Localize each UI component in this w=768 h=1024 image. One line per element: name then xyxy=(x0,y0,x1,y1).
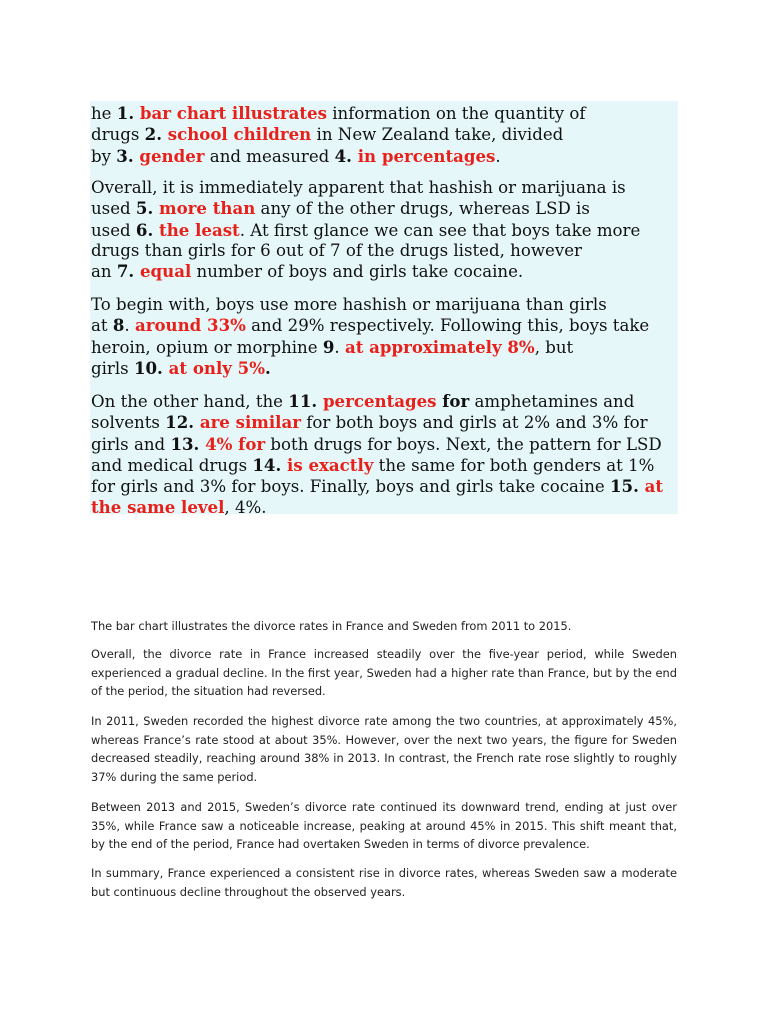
answer-number: 10. xyxy=(133,357,169,378)
text-segment: and 29% respectively. Following this, boys take xyxy=(245,316,650,336)
answer-number: 12. xyxy=(165,412,200,433)
text-segment: for girls and 3% for boys. Finally, boys and girls take cocaine xyxy=(91,477,610,497)
essay-overview: Overall, the divorce rate in France increased steadily over the five-year period, while Sweden experienced a gradual decline. In the first year, Sweden had a higher rate than France, but by the end of the period, the situation had reversed. xyxy=(91,647,677,699)
text-segment: solvents xyxy=(91,413,166,433)
text-segment: both drugs for boys. Next, the pattern for LSD xyxy=(265,434,662,454)
text-segment: girls and xyxy=(91,434,171,454)
answer-number: 3. xyxy=(116,145,140,166)
answer-highlight: bar chart illustrates xyxy=(139,103,327,123)
answer-number: 13. xyxy=(170,433,206,454)
answer-number: 11. xyxy=(288,391,323,411)
answer-highlight: at xyxy=(644,476,664,497)
essay-body-1: In 2011, Sweden recorded the highest divorce rate among the two countries, at approximately 45%, whereas France’s rate stood at about 35%. However, over the next two years, the figure for Sweden decreased steadily, reaching around 38% in 2013. In contrast, the French rate rose slightly to roughly 37% during the same period. xyxy=(91,714,677,784)
text-segment: , 4%. xyxy=(224,498,267,518)
answer-number: 1. xyxy=(116,103,140,123)
text-segment: girls xyxy=(91,358,134,378)
answer-number: 5. xyxy=(135,198,160,219)
answer-highlight: the least xyxy=(159,219,240,240)
text-segment: and medical drugs xyxy=(91,455,253,475)
answer-paragraph-4 xyxy=(91,391,691,519)
text-segment: the same for both genders at 1% xyxy=(373,455,655,475)
text-segment: On the other hand, the xyxy=(91,392,289,411)
answer-highlight: more than xyxy=(159,198,256,219)
text-segment: , but xyxy=(534,337,574,357)
answer-highlight: the same level xyxy=(91,497,225,518)
answer-highlight: gender xyxy=(139,145,205,166)
answer-number: for xyxy=(436,391,470,411)
text-segment: amphetamines and xyxy=(469,392,635,411)
text-segment: and measured xyxy=(204,146,335,166)
text-segment: heroin, opium or morphine xyxy=(91,337,323,357)
text-segment: by xyxy=(91,146,117,166)
answer-number: 2. xyxy=(144,124,168,145)
text-segment: he xyxy=(91,104,117,123)
text-segment: . xyxy=(124,316,135,336)
essay-intro: The bar chart illustrates the divorce rates in France and Sweden from 2011 to 2015. xyxy=(91,619,572,633)
answer-number: 14. xyxy=(252,454,288,475)
answer-paragraph-1 xyxy=(91,103,691,167)
text-segment: . xyxy=(334,337,345,357)
answer-highlight: equal xyxy=(139,261,192,282)
text-segment: number of boys and girls take cocaine. xyxy=(191,262,524,282)
answer-highlight: at approximately 8% xyxy=(344,336,535,357)
answer-highlight: in percentages xyxy=(357,145,496,166)
text-segment: at xyxy=(91,316,113,336)
answer-number: 4. xyxy=(334,145,358,166)
text-segment: Overall, it is immediately apparent that hashish or marijuana is xyxy=(91,178,626,197)
text-segment: used xyxy=(91,199,136,219)
answer-highlight: 4% for xyxy=(205,433,266,454)
text-segment: used xyxy=(91,220,136,240)
answer-highlight: are similar xyxy=(199,412,301,433)
answer-highlight: school children xyxy=(167,124,312,145)
answer-number: 6. xyxy=(135,219,160,240)
essay-summary: In summary, France experienced a consistent rise in divorce rates, whereas Sweden saw a moderate but continuous decline throughout the observed years. xyxy=(91,866,677,899)
text-segment: an xyxy=(91,262,117,282)
text-segment: . xyxy=(495,146,501,166)
answer-highlight: at only 5% xyxy=(168,357,265,378)
text-segment: any of the other drugs, whereas LSD is xyxy=(255,199,590,219)
text-segment: drugs xyxy=(91,125,145,145)
text-segment: To begin with, boys use more hashish or marijuana than girls xyxy=(91,295,607,314)
essay-body-2: Between 2013 and 2015, Sweden’s divorce rate continued its downward trend, ending at just over 35%, while France saw a noticeable increase, peaking at around 45% in 2015. This shift meant that, by the end of the period, France had overtaken Sweden in terms of divorce prevalence. xyxy=(91,800,677,852)
text-segment: in New Zealand take, divided xyxy=(311,125,564,145)
answer-paragraph-2 xyxy=(91,178,691,282)
text-segment: for both boys and girls at 2% and 3% for xyxy=(300,413,648,433)
text-segment: information on the quantity of xyxy=(326,104,586,123)
text-segment: . At first glance we can see that boys take more xyxy=(239,220,641,240)
answer-highlight: percentages xyxy=(322,391,437,411)
answer-number: 7. xyxy=(116,261,140,282)
answer-number: 9 xyxy=(322,336,335,357)
answer-paragraph-3 xyxy=(91,295,691,379)
answer-highlight: around 33% xyxy=(134,315,246,336)
text-segment: drugs than girls for 6 out of 7 of the drugs listed, however xyxy=(91,240,582,260)
answer-number: 15. xyxy=(609,476,645,497)
answer-number: . xyxy=(265,357,271,378)
answer-number: 8 xyxy=(112,315,125,336)
answer-highlight: is exactly xyxy=(287,454,374,475)
